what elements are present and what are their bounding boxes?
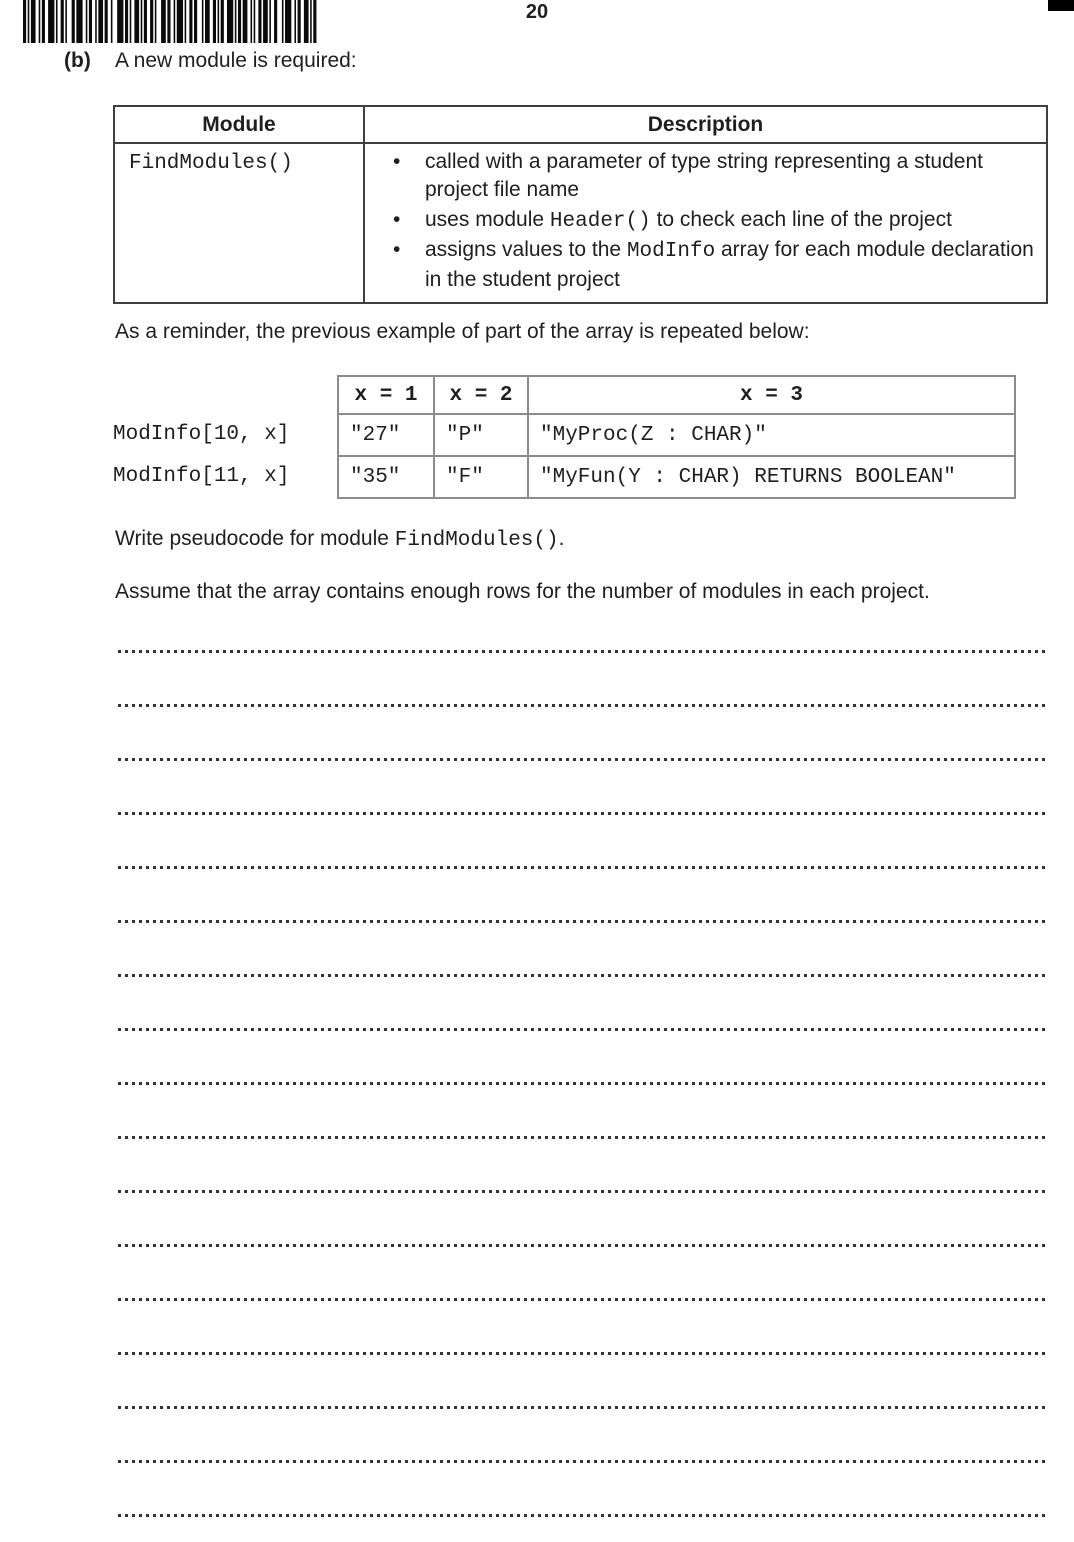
array-column-header: x = 3 [528, 376, 1015, 414]
array-cell: "MyProc(Z : CHAR)" [528, 414, 1015, 456]
bullet-text: assigns values to the [425, 238, 627, 261]
answer-line [118, 704, 1048, 707]
assumption-text: Assume that the array contains enough rows for the number of modules in each project. [115, 580, 930, 603]
write-pseudocode-instruction [115, 527, 564, 552]
part-intro-text: A new module is required: [115, 49, 357, 72]
module-table-header-row [114, 106, 1047, 143]
answer-line [118, 1514, 1048, 1517]
array-cell: "27" [338, 414, 434, 456]
description-bullet [365, 206, 1046, 236]
bullet-text: to check each line of the project [650, 208, 952, 231]
answer-line [118, 650, 1048, 653]
array-header-row [338, 376, 1015, 414]
description-bullet [365, 236, 1046, 294]
answer-line [118, 1190, 1048, 1193]
module-name-cell: FindModules() [114, 143, 364, 303]
array-row-label: ModInfo[11, x] [113, 465, 290, 488]
answer-line [118, 1082, 1048, 1085]
reminder-text: As a reminder, the previous example of part of the array is repeated below: [115, 320, 810, 343]
answer-line [118, 1460, 1048, 1463]
bullet-text: called with a parameter of type string representing a student project file name [425, 150, 983, 201]
answer-line [118, 812, 1048, 815]
modinfo-array-table [337, 375, 1016, 499]
answer-line [118, 1406, 1048, 1409]
answer-line [118, 1028, 1048, 1031]
answer-line [118, 1244, 1048, 1247]
answer-line [118, 974, 1048, 977]
question-part-line [64, 49, 357, 73]
part-label: (b) [64, 49, 91, 72]
corner-mark [1048, 0, 1074, 11]
bullet-code-text: ModInfo [626, 240, 716, 263]
array-cell: "MyFun(Y : CHAR) RETURNS BOOLEAN" [528, 456, 1015, 498]
answer-line [118, 1298, 1048, 1301]
answer-area [118, 650, 1048, 1542]
module-description-cell [364, 143, 1047, 303]
answer-line [118, 920, 1048, 923]
bullet-text: uses module [425, 208, 550, 231]
bullet-code-text: Header() [549, 210, 651, 233]
page-number: 20 [525, 1, 549, 23]
module-table-row [114, 143, 1047, 303]
array-cell: "P" [434, 414, 528, 456]
instruction-text: . [558, 527, 565, 550]
description-bullet [365, 148, 1046, 206]
description-column-header: Description [364, 106, 1047, 143]
answer-line [118, 758, 1048, 761]
bullet-text: array for each module declaration in the student project [425, 238, 1034, 291]
array-data-row [338, 456, 1015, 498]
array-row-label: ModInfo[10, x] [113, 423, 290, 446]
array-column-header: x = 1 [338, 376, 434, 414]
answer-line [118, 1352, 1048, 1355]
module-description-table [113, 105, 1048, 304]
array-cell: "35" [338, 456, 434, 498]
answer-line [118, 1136, 1048, 1139]
module-column-header: Module [114, 106, 364, 143]
array-cell: "F" [434, 456, 528, 498]
array-data-row [338, 414, 1015, 456]
array-column-header: x = 2 [434, 376, 528, 414]
answer-line [118, 866, 1048, 869]
description-bullet-list [365, 148, 1046, 294]
instruction-text: Write pseudocode for module [115, 527, 395, 550]
instruction-code-text: FindModules() [394, 529, 559, 552]
